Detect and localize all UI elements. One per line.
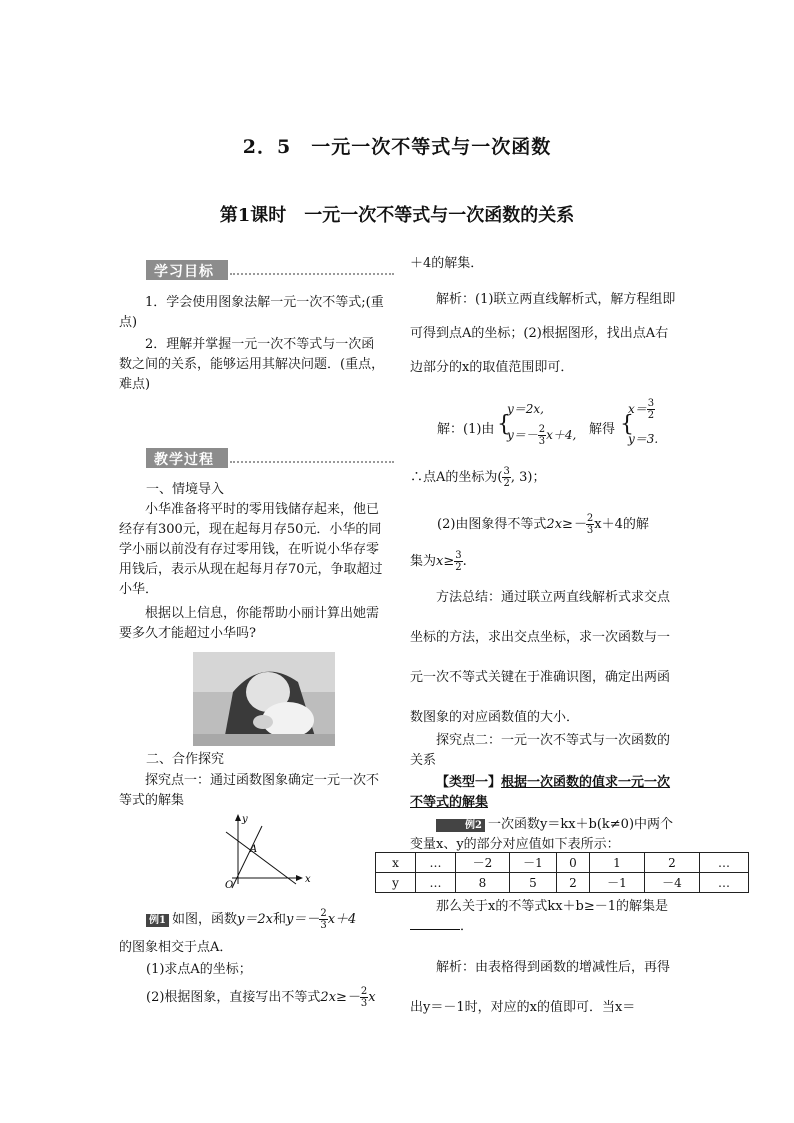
section-intro-title: 一、情境导入 [146,482,225,497]
table-row-y: y … 8 5 2 －1 －4 … [376,873,749,893]
method-summary: 方法总结：通过联立两直线解析式求交点坐标的方法，求出交点坐标，求一次函数与一元一次不等式关键在于准确识图，确定出两函数图象的对应函数值的大小． [410,590,671,725]
example-1-q1: (1)求点A的坐标； [146,962,252,977]
table-row-x: x … －2 －1 0 1 2 … [376,853,749,873]
x-axis-label: x [305,874,311,885]
objective-2: 2．理解并掌握一元一次不等式与一次函数之间的关系，能够运用其解决问题．(重点，难点) [119,337,385,392]
point-a-label: A [250,844,258,855]
page-title: 2．5 一元一次不等式与一次函数 [242,136,552,158]
example-2-badge: 例2 [436,819,485,832]
example-1-line: 例1 如图，函数y＝2x和y＝－ $\frac{2}{3}$ x＋4 [146,908,396,931]
analysis-2: 解析：由表格得到函数的增减性后，再得出y＝－1时，对应的x的值即可．当x＝ [410,960,671,1015]
answer-blank [410,929,460,930]
line-y-2x [232,826,262,888]
y-axis-label: y [242,814,248,825]
coord-a: ∴点A的坐标为( $\frac{3}{2}$ , 3)； [410,466,546,489]
example-1-q2: (2)根据图象，直接写出不等式2x≥－ $\frac{2}{3}$ x [146,986,376,1009]
process-heading: 教学过程 [146,448,394,468]
example-1-badge: 例1 [146,914,169,927]
solution-1: 解：(1)由 { y＝2x, y＝－ $\frac{2}{3}$ x＋4, 解得 { x＝ $\frac{3}{2}$ y＝3. [437,398,659,447]
example-1-cont: 的图象相交于点A． [119,940,233,955]
lesson-subtitle: 第1课时 一元一次不等式与一次函数的关系 [219,205,575,226]
objectives-heading: 学习目标 [146,260,394,280]
intro-question: 根据以上信息，你能帮助小丽计算出她需要多久才能超过小华吗? [119,606,380,641]
solution-2: (2)由图象得不等式2x≥－ $\frac{2}{3}$ x＋4的解 [437,513,649,536]
analysis-1: 解析：(1)联立两直线解析式，解方程组即可得到点A的坐标；(2)根据图形，找出点A右边部分的x的取值范围即可． [410,292,676,375]
inequality-cont: ＋4的解集． [410,256,484,271]
example-2-question: 那么关于x的不等式kx＋b≥－1的解集是． [410,897,678,937]
explore-point-1: 探究点一：通过函数图象确定一元一次不等式的解集 [119,773,380,808]
solution-2-cont: 集为x≥ $\frac{3}{2}$ . [410,550,467,573]
intro-paragraph: 小华准备将平时的零用钱储存起来，他已经存有300元，现在起每月存50元．小华的同学小丽以前没有存过零用钱，在听说小华存零用钱后，表示从现在起每月存70元，争取超过小华． [119,502,383,597]
value-table [375,852,749,893]
girl-piggy-bank-photo [193,652,335,746]
example-2: 例2 一次函数y＝kx＋b(k≠0)中两个变量x、y的部分对应值如下表所示： [410,817,674,852]
explore-point-2: 探究点二：一元一次不等式与一次函数的关系 [410,733,671,768]
line-y-neg [226,832,296,884]
section-explore-title: 二、合作探究 [146,752,225,767]
function-graph [218,812,318,890]
type-1: 【类型一】根据一次函数的值求一元一次不等式的解集 [410,775,671,810]
origin-label: O [225,880,234,890]
objective-1: 1．学会使用图象法解一元一次不等式;(重点) [119,295,384,330]
